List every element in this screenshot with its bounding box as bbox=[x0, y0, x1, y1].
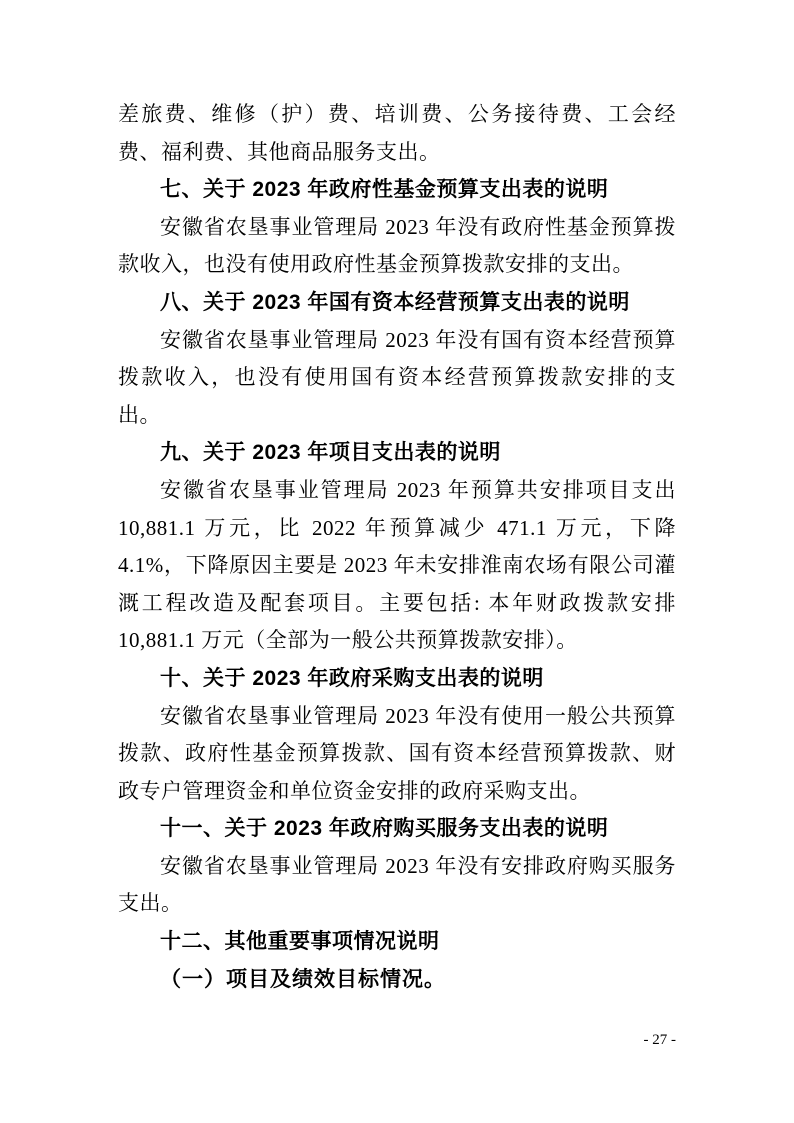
paragraph-gov-purchased-services: 安徽省农垦事业管理局 2023 年没有安排政府购买服务支出。 bbox=[118, 853, 676, 916]
section-heading-8-state-capital-budget: 八、关于 2023 年国有资本经营预算支出表的说明 bbox=[160, 290, 630, 314]
page-number: - 27 - bbox=[643, 1032, 676, 1048]
section-heading-12-other-important-matters: 十二、其他重要事项情况说明 bbox=[160, 930, 440, 954]
paragraph-expense-items-continuation: 差旅费、维修（护）费、培训费、公务接待费、工会经费、福利费、其他商品服务支出。 bbox=[118, 102, 676, 164]
section-heading-11-gov-purchased-services: 十一、关于 2023 年政府购买服务支出表的说明 bbox=[160, 817, 609, 841]
subheading-project-performance-goals: （一）项目及绩效目标情况。 bbox=[160, 966, 446, 991]
section-heading-7-gov-fund-budget: 七、关于 2023 年政府性基金预算支出表的说明 bbox=[160, 178, 609, 202]
paragraph-state-capital-budget: 安徽省农垦事业管理局 2023 年没有国有资本经营预算拨款收入，也没有使用国有资本经营预算拨款安排的支出。 bbox=[118, 327, 676, 427]
paragraph-project-expenditure: 安徽省农垦事业管理局 2023 年预算共安排项目支出 10,881.1 万元，比 2022 年预算减少 471.1 万元，下降 4.1%，下降原因主要是 2023 年未安排淮南农场有限公司灌溉工程改造及配套项目。主要包括: 本年财政拨款安排 10,881.1 万元（全部为一般公共预算拨款安排）。 bbox=[118, 477, 676, 653]
document-content bbox=[118, 96, 676, 998]
section-heading-10-gov-procurement: 十、关于 2023 年政府采购支出表的说明 bbox=[160, 666, 544, 690]
section-heading-9-project-expenditure: 九、关于 2023 年项目支出表的说明 bbox=[160, 441, 501, 465]
paragraph-gov-fund-budget: 安徽省农垦事业管理局 2023 年没有政府性基金预算拨款收入，也没有使用政府性基金预算拨款安排的支出。 bbox=[118, 214, 676, 277]
paragraph-gov-procurement: 安徽省农垦事业管理局 2023 年没有使用一般公共预算拨款、政府性基金预算拨款、国有资本经营预算拨款、财政专户管理资金和单位资金安排的政府采购支出。 bbox=[118, 703, 676, 803]
